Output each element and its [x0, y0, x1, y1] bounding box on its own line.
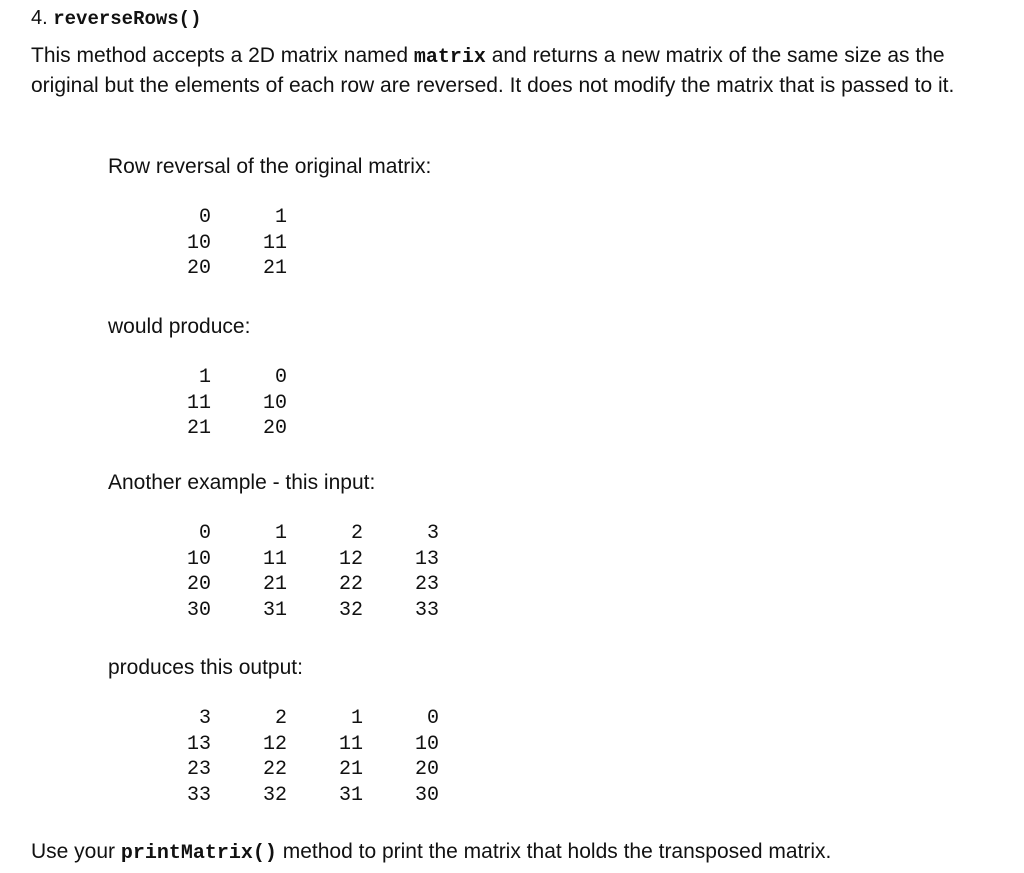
problem-description [31, 42, 1016, 100]
matrix-cell: 30 [186, 598, 211, 622]
matrix-cell: 10 [186, 547, 211, 571]
matrix-row [165, 391, 287, 417]
matrix-cell: 3 [198, 707, 211, 731]
problem-number: 4. [31, 7, 48, 29]
matrix-cell: 1 [198, 366, 211, 390]
description-text-1: This method accepts a 2D matrix named [31, 44, 414, 67]
example1-result-label: would produce: [108, 315, 251, 338]
matrix-cell: 31 [338, 783, 363, 807]
matrix-row [165, 732, 439, 758]
matrix-row [165, 231, 287, 257]
problem-heading [31, 6, 201, 31]
method-name: reverseRows() [53, 8, 202, 30]
matrix-row [165, 757, 439, 783]
print-method-name: printMatrix() [120, 842, 277, 865]
matrix-cell: 21 [186, 417, 211, 441]
matrix-row [165, 572, 439, 598]
matrix-cell: 1 [274, 206, 287, 230]
matrix-cell: 13 [186, 732, 211, 756]
matrix-cell: 30 [414, 783, 439, 807]
matrix-cell: 11 [262, 231, 287, 255]
example2-result-label: produces this output: [108, 656, 303, 679]
example1-label: Row reversal of the original matrix: [108, 155, 432, 178]
example1-output-matrix [165, 365, 287, 442]
matrix-cell: 12 [338, 547, 363, 571]
matrix-cell: 21 [262, 257, 287, 281]
matrix-cell: 0 [198, 522, 211, 546]
closing-instruction [31, 839, 831, 867]
example2-label: Another example - this input: [108, 471, 376, 494]
matrix-cell: 20 [262, 417, 287, 441]
matrix-cell: 10 [186, 231, 211, 255]
matrix-cell: 20 [186, 573, 211, 597]
matrix-row [165, 521, 439, 547]
matrix-cell: 21 [262, 573, 287, 597]
closing-text-2: method to print the matrix that holds the transposed matrix. [276, 840, 832, 863]
matrix-cell: 0 [274, 366, 287, 390]
matrix-cell: 3 [426, 522, 439, 546]
example2-input-matrix [165, 521, 439, 623]
matrix-cell: 10 [262, 391, 287, 415]
matrix-cell: 0 [198, 206, 211, 230]
matrix-cell: 21 [338, 758, 363, 782]
matrix-row [165, 547, 439, 573]
example1-input-matrix [165, 205, 287, 282]
matrix-row [165, 365, 287, 391]
matrix-cell: 31 [262, 598, 287, 622]
matrix-cell: 2 [274, 707, 287, 731]
matrix-row [165, 598, 439, 624]
matrix-cell: 0 [426, 707, 439, 731]
matrix-cell: 11 [262, 547, 287, 571]
matrix-cell: 23 [414, 573, 439, 597]
matrix-cell: 11 [338, 732, 363, 756]
closing-text-1: Use your [31, 840, 121, 863]
matrix-cell: 22 [262, 758, 287, 782]
description-text-2: and returns a new matrix of the same size as the original but the elements of each row are reversed. It does not modify the matrix that is passed to it. [31, 44, 955, 97]
matrix-cell: 23 [186, 758, 211, 782]
matrix-cell: 13 [414, 547, 439, 571]
parameter-name: matrix [413, 46, 486, 69]
matrix-cell: 1 [350, 707, 363, 731]
matrix-cell: 20 [186, 257, 211, 281]
matrix-row [165, 783, 439, 809]
matrix-cell: 2 [350, 522, 363, 546]
matrix-row [165, 706, 439, 732]
matrix-cell: 12 [262, 732, 287, 756]
matrix-row [165, 205, 287, 231]
matrix-cell: 11 [186, 391, 211, 415]
matrix-cell: 33 [186, 783, 211, 807]
matrix-cell: 32 [262, 783, 287, 807]
matrix-cell: 20 [414, 758, 439, 782]
matrix-cell: 22 [338, 573, 363, 597]
matrix-row [165, 256, 287, 282]
matrix-cell: 32 [338, 598, 363, 622]
matrix-cell: 33 [414, 598, 439, 622]
matrix-row [165, 416, 287, 442]
matrix-cell: 1 [274, 522, 287, 546]
example2-output-matrix [165, 706, 439, 808]
matrix-cell: 10 [414, 732, 439, 756]
